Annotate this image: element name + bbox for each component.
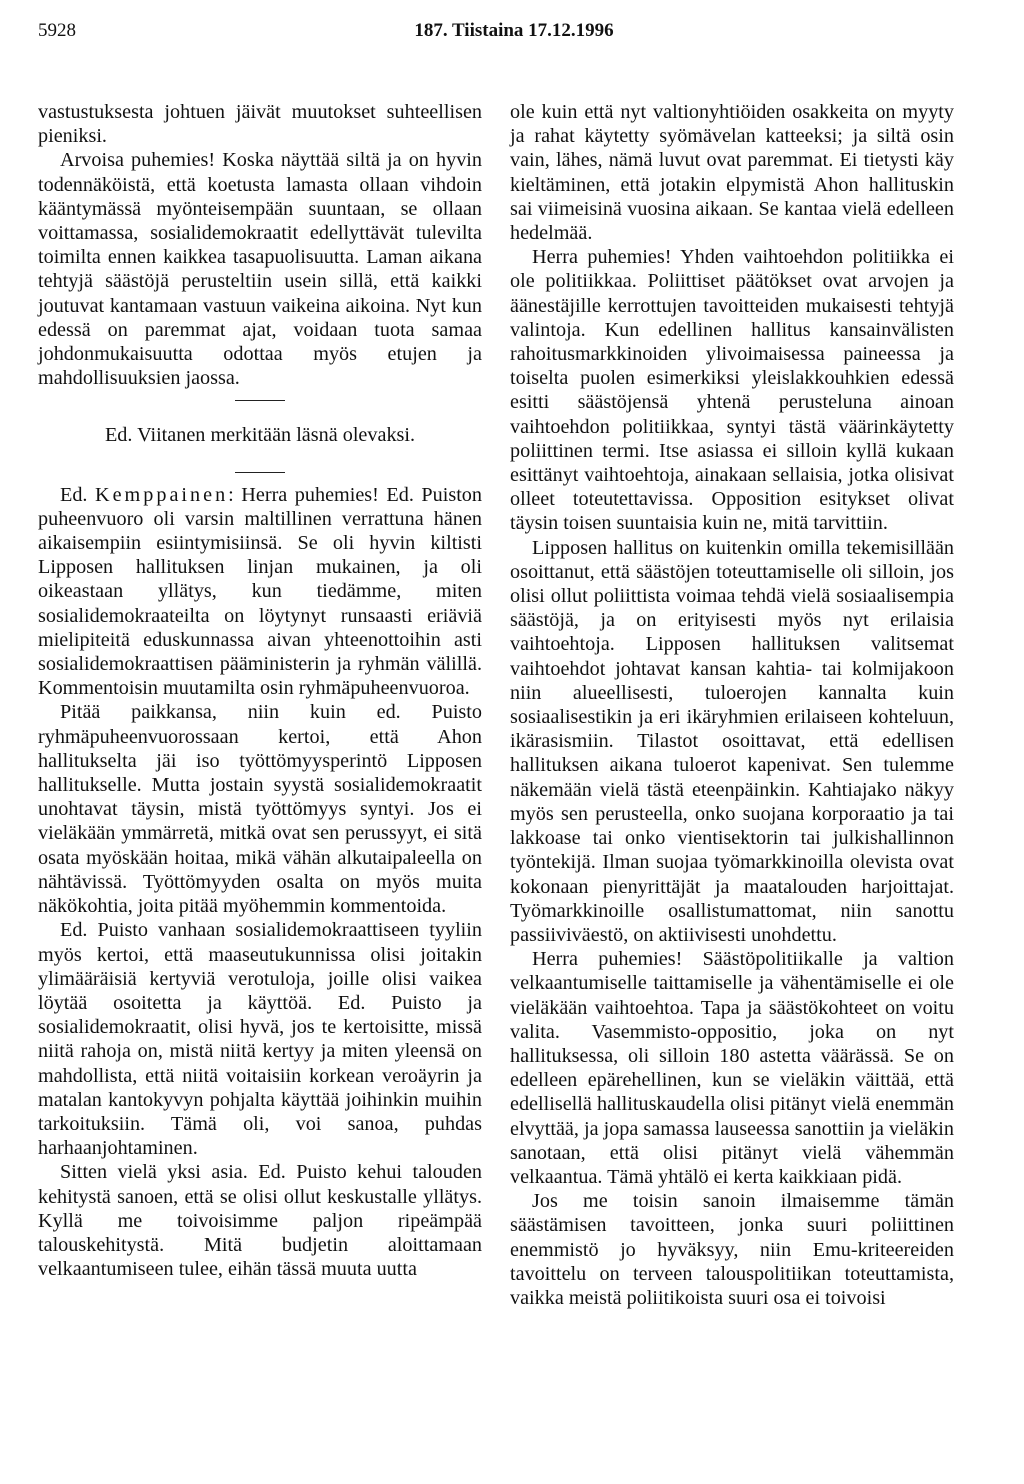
speaker-prefix: Ed. — [60, 483, 88, 506]
paragraph: Sitten vielä yksi asia. Ed. Puisto kehui talouden kehitystä sanoen, että se olisi ollut keskustalle yllätys. Kyllä me toivoisimme paljon ripeämpää talouskehitystä. Mitä budjetin aloittamaan velkaantumiseen tulee, eihän tässä muuta uutta — [38, 1161, 482, 1281]
page-number: 5928 — [38, 20, 76, 41]
paragraph: ole kuin että nyt valtionyhtiöiden osakkeita on myyty ja rahat käytetty syömävelan katteeksi; ja siltä osin vain, lähes, nämä luvut ovat paremmat. Ei tietysti käy kieltäminen, että jotakin elpymistä Ahon hallituskin sai viimeisinä vuosina aikaan. Se kantaa vielä edelleen hedelmää. — [510, 101, 954, 245]
right-column — [510, 100, 954, 1310]
speaker-name: Kemppainen — [95, 483, 229, 506]
paragraph: Lipposen hallitus on kuitenkin omilla tekemisillään osoittanut, että säästöjen toteuttamiselle oli silloin, jos olisi ollut poliittista voimaa tehdä vielä sosiaalisempia säästöjä, ja on erityisesti myös nyt erilaisia vaihtoehtoja. Lipposen hallituksen valitsemat vaihtoehdot johtavat kansan kahtia- tai kolmijakoon niin alueellisesti, tuloerojen kannalta kuin sosiaalisestikin ja eri ikäryhmien erilaiseen kohteluun, ikärasismiin. Tilastot osoittavat, että edellisen hallituksen aikana tuloerot kapenivat. Sen tulemme näkemään vielä tästä eteenpäinkin. Kahtiajako näkyy myös sen perusteella, onko suojana korporaatio ja tai lakkoase tai onko vientisektorin tai julkishallinnon työntekijä. Ilman suojaa työmarkkinoilla olevista ovat kokonaan pienyrittäjät ja maatalouden harjoittajat. Työmarkkinoille osallistumattomat, niin sanottu passiiviväestö, on aktiivisesti unohdettu. — [510, 536, 954, 946]
speaker-paragraph — [38, 483, 482, 701]
page-header — [38, 20, 990, 50]
paragraph: Herra puhemies! Yhden vaihtoehdon politiikka ei ole politiikkaa. Poliittiset päätökset ovat arvojen ja äänestäjille kerrottujen tavoitteiden mukaisesti tehtyjä valintoja. Kun edellinen hallitus kansainvälisten rahoitusmarkkinoiden ylivoimaisessa paineessa ja toiselta puolen esimerkiksi yleislakkouhkien edessä esitti säästöjensä yhtenä perusteluna ainoan vaihtoehdon politiikkaa, syntyi tästä väärinkäytetty poliittinen termi. Itse asiassa ei silloin kyllä kukaan esittänyt vaihtoehtoja, ainakaan sellaisia, jotka olisivat olleet toteutettavissa. Opposition esitykset olivat täysin toisen suuntaisia kuin ne, mitä tarvittiin. — [510, 246, 954, 535]
paragraph: Ed. Puisto vanhaan sosialidemokraattiseen tyyliin myös kertoi, että maaseutukunnissa olisi joitakin ylimääräisiä kertyviä verotuloja, joille olisi vaikea löytää osoitetta ja käyttöä. Ed. Puisto ja sosialidemokraatit, olisi hyvä, jos te kertoisitte, missä niitä rahoja on, mistä niitä kertyy ja miten yleensä on mahdollista, että niitä voitaisiin korkean veroäyrin ja matalan kantokyvyn pohjalta käyttää joihinkin muihin tarkoituksiin. Tämä oli, voi sanoa, puhdas harhaanjohtaminen. — [38, 919, 482, 1160]
attendance-note: Ed. Viitanen merkitään läsnä olevaksi. — [104, 424, 416, 447]
separator-rule — [235, 472, 285, 473]
separator-rule — [235, 400, 285, 401]
left-column — [38, 100, 482, 1281]
paragraph: vastustuksesta johtuen jäivät muutokset suhteellisen pieniksi. — [38, 101, 482, 148]
paragraph: Jos me toisin sanoin ilmaisemme tämän säästämisen tavoitteen, jonka suuri poliittinen enemmistö jo hyväksyy, niin Emu-kriteereiden tavoittelu on terveen talouspolitiikan toteuttamista, vaikka meistä poliitikoista suuri osa ei toivoisi — [510, 1190, 954, 1309]
paragraph: Herra puhemies! Säästöpolitiikalle ja valtion velkaantumiselle taittamiselle ja vähentämiselle ei ole vieläkään vaihtoehtoa. Tapa ja säästökohteet on voitu valita. Vasemmisto-oppositio, joka on nyt hallituksessa, oli silloin 180 astetta väärässä. Se on edelleen epärehellinen, kun se vieläkin väittää, että edellisellä hallituskaudella olisi pitänyt vielä enemmän elvyttää, ja jopa samassa lauseessa sanottiin ja vieläkin sanotaan, että olisi pitänyt vielä vähemmän velkaantua. Tämä yhtälö ei kerta kaikkiaan pidä. — [510, 948, 954, 1188]
speech-text: : Herra puhemies! Ed. Puiston puheenvuoro oli varsin maltillinen verrattuna hänen aikaisempiin esiintymisiinsä. Se oli hyvin kiltisti Lipposen hallituksen linjan mukainen, ja oli oikeastaan yllätys, kun tiedämme, miten sosialidemokraateilta on löytynyt runsaasti eriäviä mielipiteitä eduskunnassa aivan yhteenottoihin asti sosialidemokraattisen pääministerin ja ryhmän välillä. Kommentoisin muutamilta osin ryhmäpuheenvuoroa. — [38, 483, 482, 700]
paragraph: Pitää paikkansa, niin kuin ed. Puisto ryhmäpuheenvuorossaan kertoi, että Ahon hallitukselta jäi iso työttömyysperintö Lipposen hallitukselle. Mutta jostain syystä sosialidemokraatit unohtavat täysin, mistä työttömyys syntyi. Jos ei vieläkään ymmärretä, mitkä ovat sen perussyyt, ei sitä osata myöskään hoitaa, mikä vähän alkutaipaleella on nähtävissä. Työttömyyden osalta on myös muita näkökohtia, joita pitää myöhemmin kommentoida. — [38, 701, 482, 918]
paragraph: Arvoisa puhemies! Koska näyttää siltä ja on hyvin todennäköistä, että koetusta lamasta ollaan vihdoin kääntymässä myönteisempään suuntaan, se ollaan voittamassa, sosialidemokraatit edellyttävät tulevilta toimilta ennen kaikkea tasapuolisuutta. Laman aikana tehtyjä säästöjä perusteltiin usein sillä, että kaikki joutuvat kantamaan vastuun vaikeina aikoina. Nyt kun edessä on paremmat ajat, voidaan tuota samaa johdonmukaisuutta odottaa myös etujen ja mahdollisuuksien jaossa. — [38, 149, 482, 390]
issue-heading: 187. Tiistaina 17.12.1996 — [414, 20, 614, 41]
